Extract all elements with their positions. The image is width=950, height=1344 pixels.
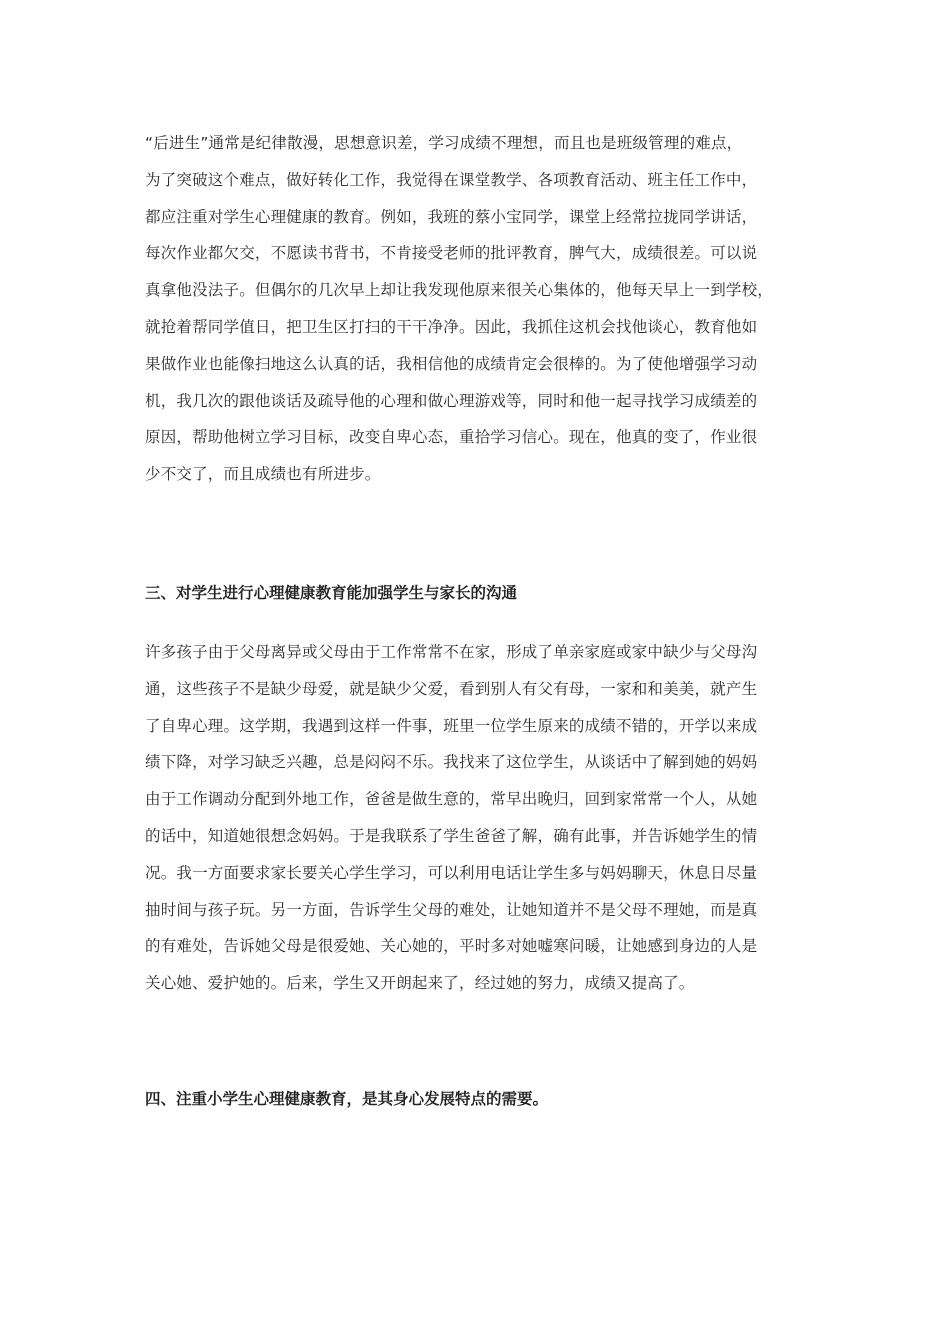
paragraph-line: 都应注重对学生心理健康的教育。例如，我班的蔡小宝同学，课堂上经常拉拢同学讲话，	[145, 207, 758, 226]
paragraph-line: 绩下降，对学习缺乏兴趣，总是闷闷不乐。我找来了这位学生，从谈话中了解到她的妈妈	[145, 753, 758, 772]
paragraph-line: 通，这些孩子不是缺少母爱，就是缺少父爱，看到别人有父有母，一家和和美美，就产生	[145, 679, 758, 698]
paragraph-underachiever-case	[145, 125, 815, 493]
section-heading-4: 四、注重小学生心理健康教育，是其身心发展特点的需要。	[145, 1090, 549, 1108]
paragraph-line: 就抢着帮同学值日，把卫生区打扫的干干净净。因此，我抓住这机会找他谈心，教育他如	[145, 317, 758, 336]
paragraph-line: 许多孩子由于父母离异或父母由于工作常常不在家，形成了单亲家庭或家中缺少与父母沟	[145, 643, 758, 661]
paragraph-line: 由于工作调动分配到外地工作，爸爸是做生意的，常早出晚归，回到家常常一个人，从她	[145, 790, 758, 809]
paragraph-parent-communication	[145, 634, 815, 1002]
section-heading-3: 三、对学生进行心理健康教育能加强学生与家长的沟通	[145, 584, 518, 602]
paragraph-line: 机，我几次的跟他谈话及疏导他的心理和做心理游戏等，同时和他一起寻找学习成绩差的	[145, 391, 758, 410]
paragraph-line: 了自卑心理。这学期，我遇到这样一件事，班里一位学生原来的成绩不错的，开学以来成	[145, 716, 758, 735]
paragraph-line: 关心她、爱护她的。后来，学生又开朗起来了，经过她的努力，成绩又提高了。	[145, 974, 695, 993]
paragraph-line: 原因，帮助他树立学习目标，改变自卑心态，重拾学习信心。现在，他真的变了，作业很	[145, 428, 758, 447]
paragraph-line: 真拿他没法子。但偶尔的几次早上却让我发现他原来很关心集体的，他每天早上一到学校，	[145, 281, 774, 300]
paragraph-line: 每次作业都欠交，不愿读书背书，不肯接受老师的批评教育，脾气大，成绩很差。可以说	[145, 244, 758, 263]
paragraph-line: 的话中，知道她很想念妈妈。于是我联系了学生爸爸了解，确有此事，并告诉她学生的情	[145, 826, 758, 845]
paragraph-line: 的有难处，告诉她父母是很爱她、关心她的，平时多对她嘘寒问暖，让她感到身边的人是	[145, 937, 758, 956]
paragraph-line: “后进生”通常是纪律散漫，思想意识差，学习成绩不理想，而且也是班级管理的难点，	[145, 134, 743, 152]
paragraph-line: 果做作业也能像扫地这么认真的话，我相信他的成绩肯定会很棒的。为了使他增强学习动	[145, 354, 758, 373]
paragraph-line: 为了突破这个难点，做好转化工作，我觉得在课堂教学、各项教育活动、班主任工作中，	[145, 170, 758, 189]
paragraph-line: 少不交了，而且成绩也有所进步。	[145, 465, 381, 484]
paragraph-line: 抽时间与孩子玩。另一方面，告诉学生父母的难处，让她知道并不是父母不理她，而是真	[145, 900, 758, 919]
paragraph-line: 况。我一方面要求家长要关心学生学习，可以利用电话让学生多与妈妈聊天，休息日尽量	[145, 863, 758, 882]
